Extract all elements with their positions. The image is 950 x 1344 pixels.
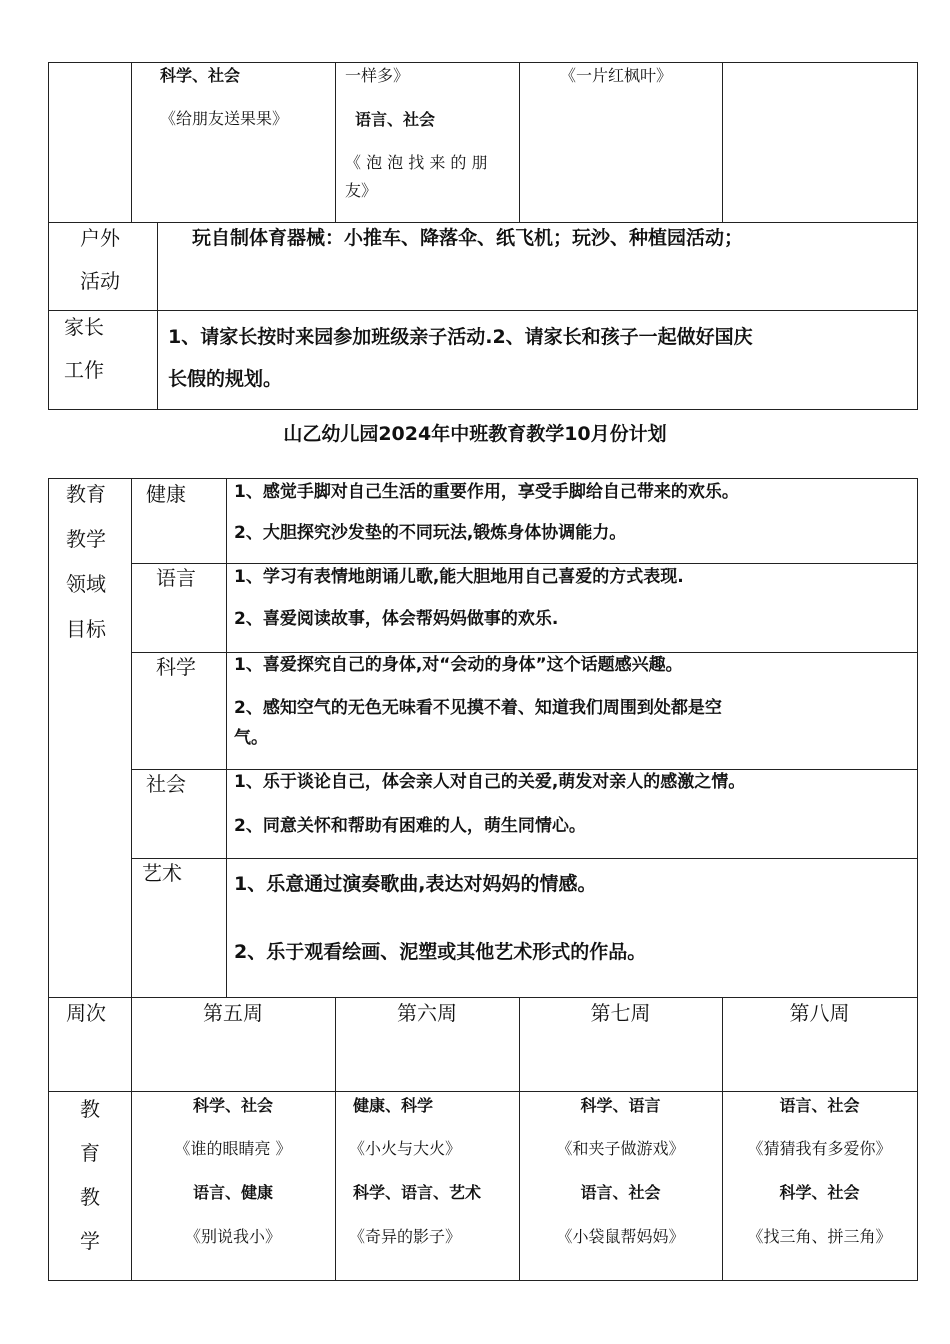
lesson-title: 《小火与大火》 — [349, 1139, 462, 1158]
parents-content-2: 长假的规划。 — [168, 368, 283, 390]
teaching-label: 学 — [80, 1229, 100, 1253]
lesson-subject: 科学、社会 — [192, 1096, 273, 1115]
lesson-subject: 语言、社会 — [580, 1183, 661, 1202]
lesson-subject: 语言、社会 — [779, 1096, 860, 1115]
goal-item: 2、同意关怀和帮助有困难的人，萌生同情心。 — [234, 816, 586, 836]
week-5-header: 第五周 — [203, 1001, 263, 1025]
goal-item: 1、乐意通过演奏歌曲,表达对妈妈的情感。 — [234, 873, 597, 895]
lesson-title: 《小袋鼠帮妈妈》 — [556, 1227, 685, 1246]
goal-item: 2、大胆探究沙发垫的不同玩法,锻炼身体协调能力。 — [234, 523, 627, 543]
lesson-title: 《和夹子做游戏》 — [556, 1139, 685, 1158]
week-cell-subject: 科学、社会 — [160, 66, 241, 85]
parents-label: 家长 — [64, 315, 104, 339]
goal-item: 1、乐于谈论自己，体会亲人对自己的关爱,萌发对亲人的感激之情。 — [234, 772, 746, 792]
week-cell-title: 《一片红枫叶》 — [560, 66, 673, 85]
lesson-title: 《别说我小》 — [184, 1227, 281, 1246]
lesson-subject: 科学、语言 — [580, 1096, 661, 1115]
lesson-subject: 语言、健康 — [192, 1183, 273, 1202]
outdoor-label: 户外 — [80, 226, 120, 250]
goal-item: 1、喜爱探究自己的身体,对“会动的身体”这个话题感兴趣。 — [234, 655, 683, 675]
plan-title: 山乙幼儿园2024年中班教育教学10月份计划 — [283, 423, 667, 445]
lesson-subject: 科学、社会 — [779, 1183, 860, 1202]
parents-content: 1、请家长按时来园参加班级亲子活动.2、请家长和孩子一起做好国庆 — [168, 326, 753, 348]
teaching-label: 育 — [80, 1141, 100, 1165]
week-6-header: 第六周 — [397, 1001, 457, 1025]
teaching-label: 教 — [80, 1185, 100, 1209]
goals-label: 教育 — [66, 482, 106, 506]
domain-art: 艺术 — [142, 861, 182, 885]
parents-label-2: 工作 — [64, 358, 104, 382]
goal-item: 2、感知空气的无色无味看不见摸不着、知道我们周围到处都是空 — [234, 698, 722, 718]
goal-item-cont: 气。 — [234, 728, 268, 748]
week-cell-title-cont: 友》 — [345, 181, 378, 200]
week-cell-title-tail: 一样多》 — [345, 66, 410, 85]
lesson-title: 《找三角、拼三角》 — [747, 1227, 892, 1246]
goal-item: 2、喜爱阅读故事，体会帮妈妈做事的欢乐. — [234, 609, 559, 629]
goals-label: 教学 — [66, 527, 106, 551]
lesson-subject: 科学、语言、艺术 — [353, 1183, 482, 1202]
weeks-label: 周次 — [66, 1001, 106, 1025]
goals-label: 目标 — [66, 617, 106, 641]
week-cell-title: 《 泡 泡 找 来 的 朋 — [345, 153, 488, 172]
domain-language: 语言 — [156, 566, 196, 590]
domain-society: 社会 — [146, 772, 186, 796]
domain-science: 科学 — [156, 655, 196, 679]
week-cell-title: 《给朋友送果果》 — [160, 109, 289, 128]
goal-item: 1、学习有表情地朗诵儿歌,能大胆地用自己喜爱的方式表现. — [234, 567, 684, 587]
goal-item: 2、乐于观看绘画、泥塑或其他艺术形式的作品。 — [234, 941, 647, 963]
lesson-title: 《奇异的影子》 — [349, 1227, 462, 1246]
outdoor-label-2: 活动 — [80, 269, 120, 293]
teaching-label: 教 — [80, 1097, 100, 1121]
lesson-title: 《谁的眼睛亮 》 — [174, 1139, 292, 1158]
lesson-subject: 健康、科学 — [353, 1096, 434, 1115]
goals-label: 领域 — [66, 572, 106, 596]
week-7-header: 第七周 — [590, 1001, 651, 1025]
outdoor-content: 玩自制体育器械：小推车、降落伞、纸飞机；玩沙、种植园活动； — [192, 227, 744, 249]
domain-health: 健康 — [146, 482, 186, 506]
goal-item: 1、感觉手脚对自己生活的重要作用，享受手脚给自己带来的欢乐。 — [234, 482, 739, 502]
lesson-title: 《猜猜我有多爱你》 — [747, 1139, 892, 1158]
week-cell-subject: 语言、社会 — [355, 110, 436, 129]
week-8-header: 第八周 — [789, 1001, 850, 1025]
